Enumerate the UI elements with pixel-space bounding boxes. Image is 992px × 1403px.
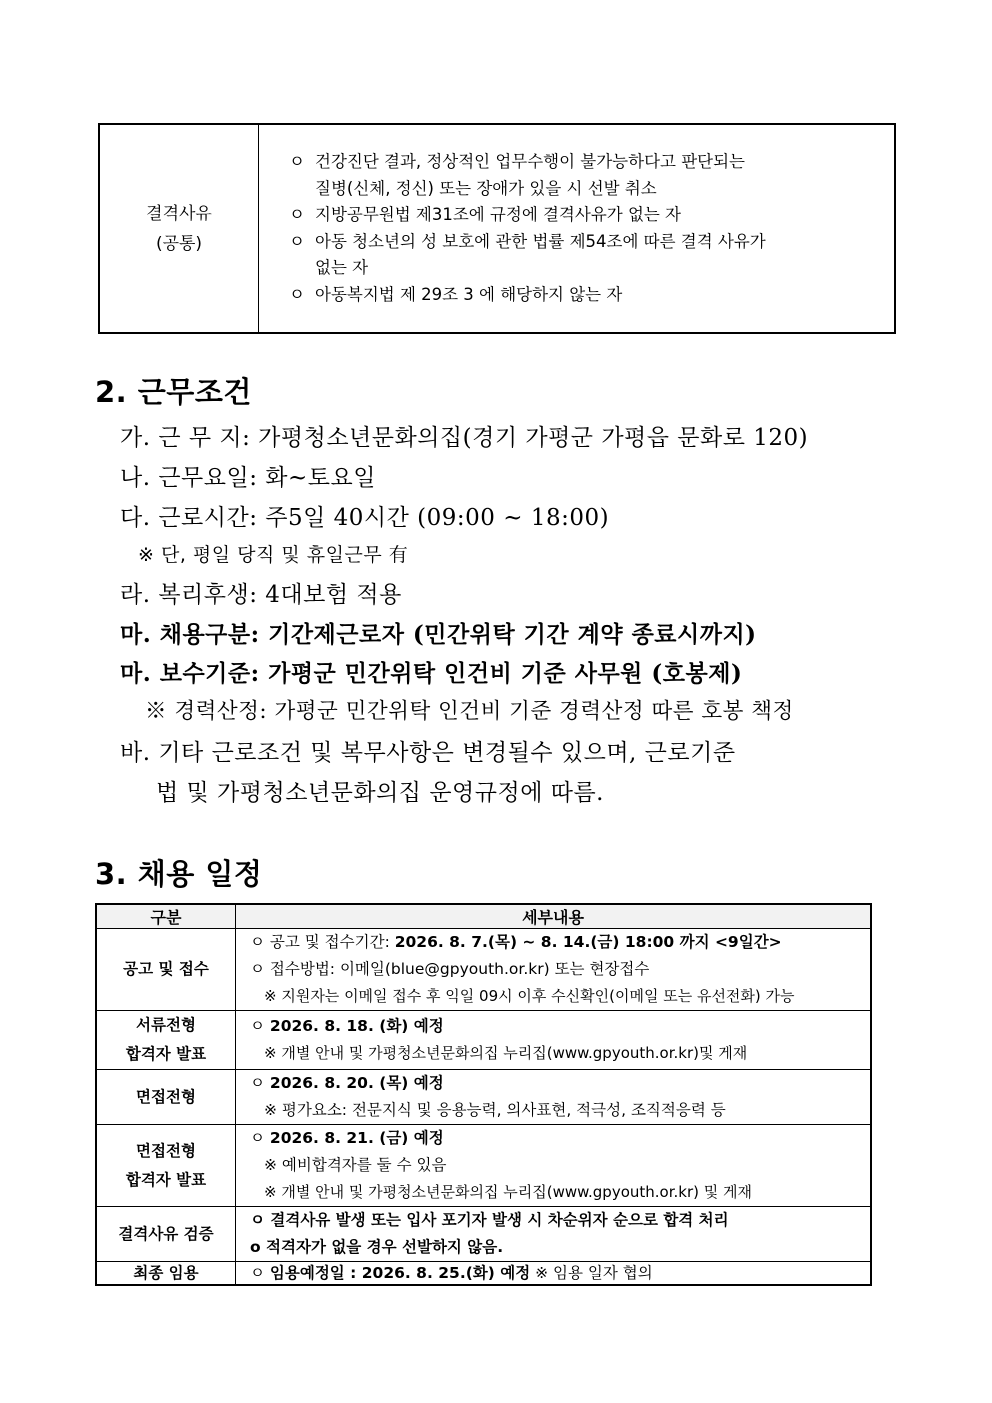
row-details	[236, 1207, 872, 1262]
bullet-icon: ㅇ	[289, 205, 305, 224]
row-label-text: 공고 및 접수	[123, 960, 209, 978]
detail-bold: 2026. 8. 18. (화) 예정	[269, 1017, 444, 1035]
table-row	[96, 1262, 871, 1286]
detail-bold: 임용예정일 : 2026. 8. 25.(화) 예정	[269, 1264, 531, 1282]
row-label	[96, 1011, 236, 1070]
section-title-schedule: 3. 채용 일정	[95, 857, 263, 891]
table-row	[96, 1070, 871, 1125]
table-row	[96, 1011, 871, 1070]
header-category: 구분	[96, 904, 236, 929]
bullet-icon: ㅇ	[289, 152, 305, 171]
detail-text: ㅇ 공고 및 접수기간:	[250, 933, 395, 951]
row-label	[96, 1207, 236, 1262]
row-label-text: 최종 임용	[133, 1264, 199, 1282]
disqualification-label-cell	[100, 125, 259, 332]
disqualification-item-text: 아동 청소년의 성 보호에 관한 법률 제54조에 따른 결격 사유가	[315, 231, 766, 251]
disqualification-item-text: 아동복지법 제 29조 3 에 해당하지 않는 자	[315, 284, 623, 304]
detail-text: ㅇ 접수방법: 이메일(blue@gpyouth.or.kr) 또는 현장접수	[250, 960, 650, 978]
detail-bold: o 적격자가 없을 경우 선발하지 않음.	[250, 1238, 504, 1256]
work-hours-note: ※ 단, 평일 당직 및 휴일근무 有	[138, 544, 409, 566]
detail-text: ㅇ	[250, 1264, 270, 1282]
row-label-text: 합격자 발표	[125, 1045, 207, 1063]
row-details	[236, 1070, 872, 1125]
row-label	[96, 929, 236, 1011]
row-label-text: 합격자 발표	[125, 1170, 207, 1189]
disqualification-item	[289, 149, 874, 202]
detail-bold: 2026. 8. 7.(목) ~ 8. 14.(금) 18:00 까지 <9일간>	[394, 933, 782, 951]
disqualification-item-text: 건강진단 결과, 정상적인 업무수행이 불가능하다고 판단되는	[315, 152, 745, 171]
section-title-work-conditions: 2. 근무조건	[95, 375, 252, 409]
other-conditions: 바. 기타 근로조건 및 복무사항은 변경될수 있으며, 근로기준	[120, 740, 736, 766]
welfare: 라. 복리후생: 4대보험 적용	[120, 582, 402, 608]
detail-note: ※ 임용 일자 협의	[530, 1264, 653, 1282]
disqualification-item	[289, 202, 874, 229]
detail-note: ※ 개별 안내 및 가평청소년문화의집 누리집(www.gpyouth.or.kr) 및 게재	[264, 1183, 752, 1201]
disqualification-item-text: 지방공무원법 제31조에 규정에 결격사유가 없는 자	[315, 205, 681, 224]
table-row	[96, 929, 871, 1011]
detail-bold: ㅇ 결격사유 발생 또는 입사 포기자 발생 시 차순위자 순으로 합격 처리	[250, 1211, 729, 1229]
disqualification-item-text: 질병(신체, 정신) 또는 장애가 있을 시 선발 취소	[315, 178, 657, 198]
bullet-icon: ㅇ	[289, 231, 305, 251]
disqualification-table	[98, 123, 896, 334]
disqualification-item	[289, 282, 874, 309]
row-label	[96, 1262, 236, 1286]
pay-standard-note: ※ 경력산정: 가평군 민간위탁 인건비 기준 경력산정 따른 호봉 책정	[145, 699, 794, 724]
disqualification-content	[259, 125, 894, 332]
detail-text: ㅇ	[250, 1074, 270, 1092]
detail-bold: 2026. 8. 20. (목) 예정	[269, 1074, 444, 1092]
disqualification-item-text: 없는 자	[315, 258, 369, 277]
table-row	[96, 1125, 871, 1207]
row-details	[236, 1262, 872, 1286]
table-row	[96, 1207, 871, 1262]
table-header-row	[96, 904, 871, 929]
detail-text: ㅇ	[250, 1017, 270, 1035]
work-hours: 다. 근로시간: 주5일 40시간 (09:00 ~ 18:00)	[120, 505, 610, 531]
detail-note: ※ 예비합격자를 둘 수 있음	[264, 1156, 447, 1174]
employment-type: 마. 채용구분: 기간제근로자 (민간위탁 기간 계약 종료시까지)	[120, 621, 757, 648]
work-location: 가. 근 무 지: 가평청소년문화의집(경기 가평군 가평읍 문화로 120)	[120, 425, 809, 451]
detail-note: ※ 평가요소: 전문지식 및 응용능력, 의사표현, 적극성, 조직적응력 등	[264, 1101, 726, 1119]
detail-note: ※ 지원자는 이메일 접수 후 익일 09시 이후 수신확인(이메일 또는 유선전화) 가능	[264, 987, 795, 1005]
detail-text: ㅇ	[250, 1129, 270, 1147]
row-label-text: 면접전형	[136, 1087, 196, 1106]
detail-bold: 2026. 8. 21. (금) 예정	[269, 1129, 444, 1147]
detail-note: ※ 개별 안내 및 가평청소년문화의집 누리집(www.gpyouth.or.kr)및 게재	[264, 1044, 748, 1062]
disqualification-label-sub: (공통)	[155, 233, 203, 254]
header-details: 세부내용	[236, 904, 872, 929]
other-conditions-cont: 법 및 가평청소년문화의집 운영규정에 따름.	[156, 780, 604, 806]
row-label-text: 서류전형	[136, 1016, 196, 1034]
row-label	[96, 1070, 236, 1125]
pay-standard: 마. 보수기준: 가평군 민간위탁 인건비 기준 사무원 (호봉제)	[120, 660, 743, 687]
disqualification-item	[289, 229, 874, 282]
bullet-icon: ㅇ	[289, 284, 305, 304]
row-label	[96, 1125, 236, 1207]
row-details	[236, 1125, 872, 1207]
row-label-text: 결격사유 검증	[118, 1224, 214, 1243]
work-days: 나. 근무요일: 화~토요일	[120, 465, 376, 491]
row-label-text: 면접전형	[136, 1141, 196, 1160]
schedule-table	[95, 903, 872, 1286]
row-details	[236, 929, 872, 1011]
row-details	[236, 1011, 872, 1070]
disqualification-label: 결격사유	[146, 203, 212, 224]
